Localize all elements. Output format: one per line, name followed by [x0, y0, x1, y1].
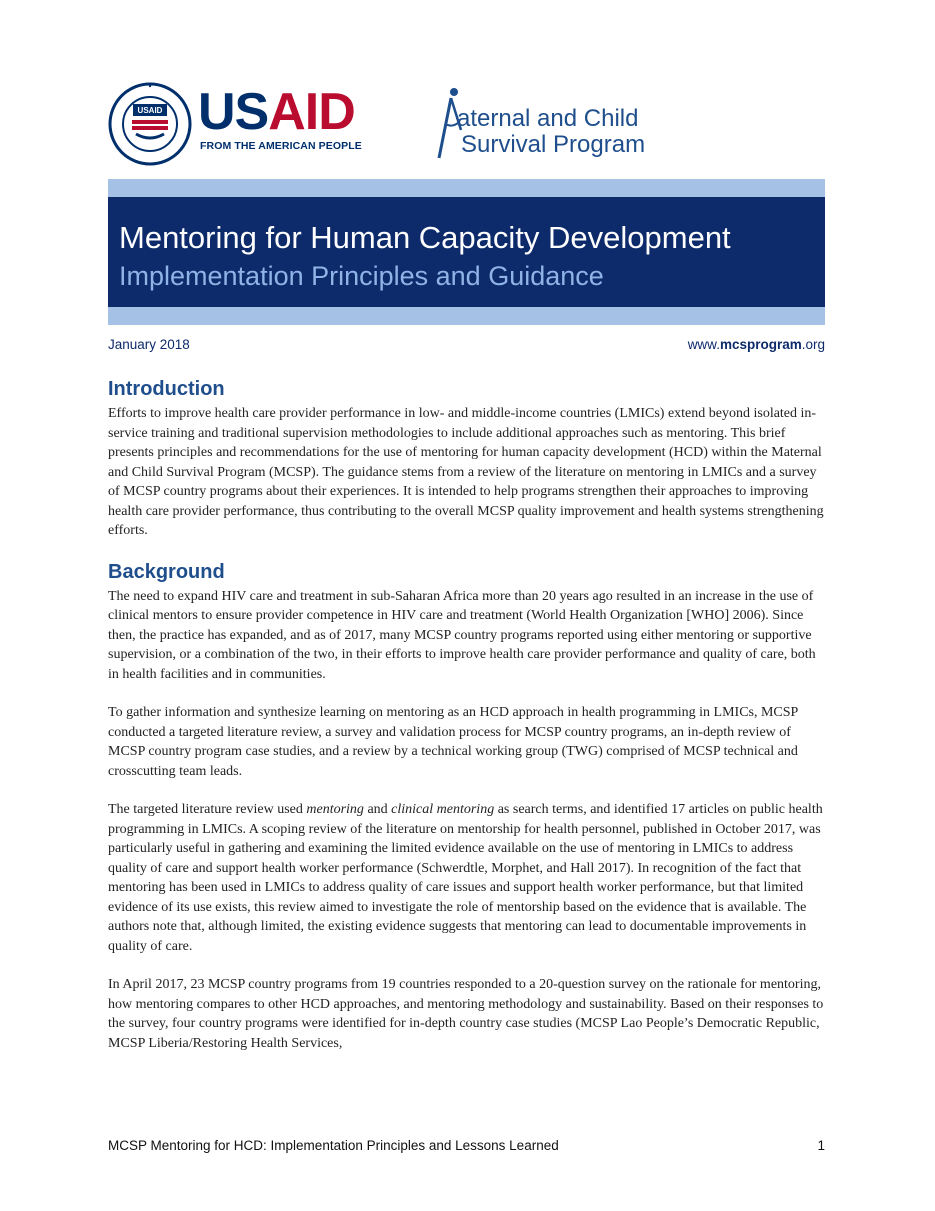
svg-text:USAID: USAID	[137, 106, 163, 115]
mcsp-name-line2: Survival Program	[461, 131, 646, 158]
background-paragraph-1: The need to expand HIV care and treatment in sub-Saharan Africa more than 20 years ago resulted in an increase in the use of clinical mentors to ensure provider competence in HIV care and treatment (World Health Organization [WHO] 2006). Since then, the practice has expanded, and as of 2017, many MCSP country programs reported using either mentoring or supportive supervision, or a combination of the two, in their efforts to improve health care provider performance and quality of care, both in health facilities and in communities.	[108, 588, 816, 682]
introduction-heading: Introduction	[108, 378, 225, 400]
logo-row	[108, 78, 828, 168]
page-footer	[108, 1138, 825, 1153]
mcsp-name-line1: aternal and Child	[457, 105, 639, 132]
publication-date: January 2018	[108, 337, 190, 352]
background-paragraph-4: In April 2017, 23 MCSP country programs from 19 countries responded to a 20-question survey on the rationale for mentoring, how mentoring compares to other HCD approaches, and mentoring methodology and sustainability. Based on their responses to the survey, four country programs were identified for in-depth country case studies (MCSP Lao People’s Democratic Republic, MCSP Liberia/Restoring Health Services,	[108, 977, 824, 1051]
background-paragraph-3: The targeted literature review used mentoring and clinical mentoring as search terms, and identified 17 articles on public health programming in LMICs. A scoping review of the literature on mentorship for health personnel, published in October 2017, was particularly useful in gathering and examining the limited evidence available on the use of mentoring in LMICs to address quality of care and support health worker performance (Schwerdtle, Morphet, and Hall 2017). In recognition of the fact that mentoring has been used in LMICs to address quality of care issues and support health worker performance, but that limited evidence of its use exists, this review aimed to investigate the role of mentorship based on the evidence that is available. The authors note that, although limited, the existing evidence suggests that mentoring can lead to documentable improvements in quality of care.	[108, 802, 823, 954]
footer-text: MCSP Mentoring for HCD: Implementation Principles and Lessons Learned	[108, 1138, 559, 1153]
document-title: Mentoring for Human Capacity Development	[119, 220, 731, 255]
website-link[interactable]: www.mcsprogram.org	[687, 337, 825, 352]
document-body	[108, 376, 827, 1053]
background-heading: Background	[108, 560, 225, 583]
usaid-tagline: FROM THE AMERICAN PEOPLE	[200, 140, 362, 152]
banner-bottom-band	[108, 307, 825, 325]
usaid-wordmark: USAID	[198, 83, 355, 141]
mcsp-logo	[435, 84, 655, 164]
background-paragraph-2: To gather information and synthesize learning on mentoring as an HCD approach in health programming in LMICs, MCSP conducted a targeted literature review, a survey and validation process for MCSP country programs, an in-depth review of MCSP country program case studies, and a review by a technical working group (TWG) comprised of MCSP technical and crosscutting team leads.	[108, 705, 798, 779]
banner-top-band	[108, 179, 825, 197]
usaid-seal-icon	[108, 82, 192, 166]
introduction-paragraph: Efforts to improve health care provider performance in low- and middle-income countries (LMICs) extend beyond isolated in-service training and traditional supervision methodologies to include additional approaches such as mentoring. This brief presents principles and recommendations for the use of mentoring for human capacity development (HCD) within the Maternal and Child Survival Program (MCSP). The guidance stems from a review of the literature on mentoring in LMICs and a survey of MCSP country programs about their experiences. It is intended to help programs strengthen their approaches to improving health care provider performance, thus contributing to the overall MCSP quality improvement and health systems strengthening efforts.	[108, 406, 824, 538]
title-banner	[108, 197, 825, 307]
page-number: 1	[817, 1138, 825, 1153]
document-subtitle: Implementation Principles and Guidance	[119, 261, 604, 291]
